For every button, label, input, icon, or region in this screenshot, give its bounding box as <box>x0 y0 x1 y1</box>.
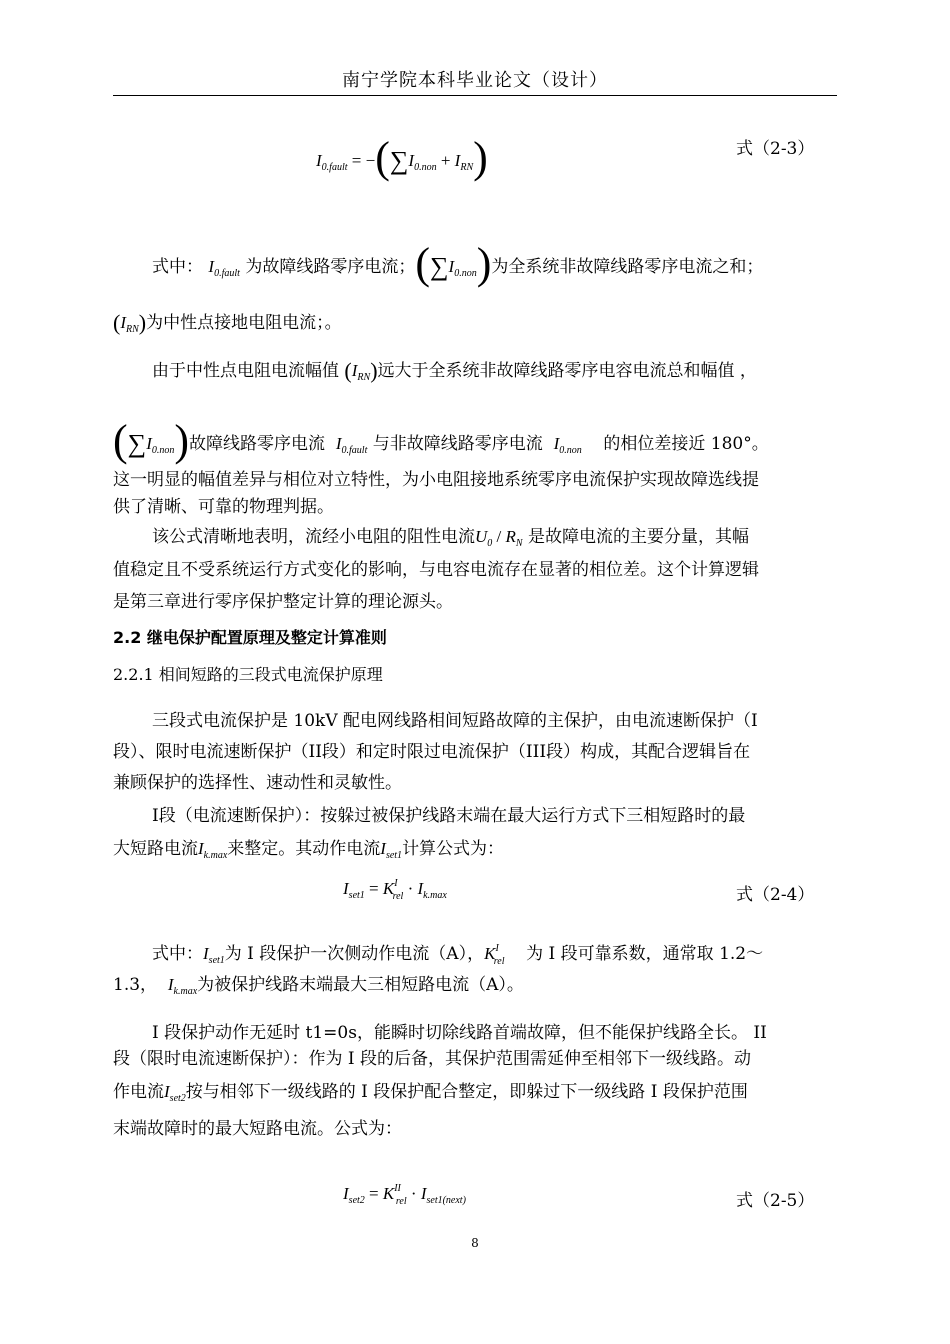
math-inline: $U_0 / R_N$ <box>475 527 523 549</box>
math-inline: $K^I_{rel}$ <box>484 943 505 967</box>
paragraph-line: 由于中性点电阻电流幅值 $(I_{RN})$远大于全系统非故障线路零序电容电流总和幅值 ， <box>152 358 757 383</box>
paragraph-line: 式中： $I_{0.fault}$ 为故障线路零序电流；$(\sum I_{0.non})$为全系统非故障线路零序电流之和； <box>152 239 764 288</box>
paragraph-line: 末端故障时的最大短路电流。公式为： <box>113 1119 402 1139</box>
math-inline: $(\sum I_{0.non})$ <box>113 416 190 465</box>
subsection-heading: 2.2.1 相间短路的三段式电流保护原理 <box>113 665 383 684</box>
equation-2-4: $I_{set1} = K^I_{rel} \cdot I_{k.max}$ <box>343 878 447 902</box>
paragraph-line: 式中：$I_{set1}$为 I 段保护一次侧动作电流（A），$K^I_{rel}$ 为 I 段可靠系数，通常取 1.2～ <box>152 943 764 967</box>
paragraph-line: 供了清晰、可靠的物理判据。 <box>113 497 334 517</box>
paragraph-line: 是第三章进行零序保护整定计算的理论源头。 <box>113 592 453 612</box>
math-inline: $I_{0.fault}$ <box>335 434 368 456</box>
math-inline: $I_{0.non}$ <box>553 434 582 456</box>
paragraph-line: 值稳定且不受系统运行方式变化的影响，与电容电流存在显著的相位差。这个计算逻辑 <box>113 560 759 580</box>
section-heading: 2.2 继电保护配置原理及整定计算准则 <box>113 628 387 647</box>
page-header: 南宁学院本科毕业论文（设计） <box>342 70 608 91</box>
header-rule <box>113 95 837 96</box>
paragraph-line: 段）、限时电流速断保护（II段）和定时限过电流保护（III段）构成，其配合逻辑旨在 <box>113 742 751 762</box>
math-inline: $I_{set1}$ <box>203 944 225 966</box>
math-inline: $(I_{RN})$ <box>344 358 378 383</box>
math-inline: $I_{k.max}$ <box>198 839 228 861</box>
paragraph-line: I段（电流速断保护）：按躲过被保护线路末端在最大运行方式下三相短路时的最 <box>152 806 746 826</box>
math-inline: $(I_{RN})$ <box>113 310 147 335</box>
math-inline: $I_{k.max}$ <box>167 975 198 997</box>
math-inline: $I_{set1}$ <box>380 839 403 861</box>
paragraph-line: 大短路电流$I_{k.max}$来整定。其动作电流$I_{set1}$计算公式为： <box>113 839 505 861</box>
paragraph-line: 这一明显的幅值差异与相位对立特性，为小电阻接地系统零序电流保护实现故障选线提 <box>113 470 759 490</box>
paragraph-line: 三段式电流保护是 10kV 配电网线路相间短路故障的主保护，由电流速断保护（I <box>152 711 758 731</box>
paragraph-line: 段（限时电流速断保护）：作为 I 段的后备，其保护范围需延伸至相邻下一级线路。动 <box>113 1049 752 1069</box>
paragraph-line: $(\sum I_{0.non})$故障线路零序电流 $I_{0.fault}$ 与非故障线路零序电流 $I_{0.non}$ 的相位差接近 180°。 <box>113 416 769 465</box>
math-inline: $I_{0.fault}$ <box>208 257 240 279</box>
equation-number: 式（2-3） <box>736 139 815 159</box>
paragraph-line: 1.3， $I_{k.max}$为被保护线路末端最大三相短路电流（A）。 <box>113 975 524 997</box>
paragraph-line: $(I_{RN})$为中性点接地电阻电流；。 <box>113 310 342 335</box>
paragraph-line: 兼顾保护的选择性、速动性和灵敏性。 <box>113 773 402 793</box>
equation-2-3: $I_{0.fault} = -(\sum I_{0.non} + I_{RN})$ <box>316 133 488 182</box>
math-inline: $(\sum I_{0.non})$ <box>415 239 492 288</box>
paragraph-line: 该公式清晰地表明，流经小电阻的阻性电流$U_0 / R_N$ 是故障电流的主要分量，其幅 <box>152 527 749 549</box>
math-inline: $I_{set2}$ <box>164 1082 186 1104</box>
paragraph-line: I 段保护动作无延时 t1=0s，能瞬时切除线路首端故障，但不能保护线路全长。 II <box>152 1023 767 1043</box>
paragraph-line: 作电流$I_{set2}$按与相邻下一级线路的 I 段保护配合整定，即躲过下一级线路 I 段保护范围 <box>113 1082 748 1104</box>
equation-number: 式（2-4） <box>736 885 815 905</box>
equation-number: 式（2-5） <box>736 1191 815 1211</box>
page-number: 8 <box>471 1236 479 1250</box>
equation-2-5: $I_{set2} = K^{II}_{rel} \cdot I_{set1(next)}$ <box>343 1183 466 1207</box>
